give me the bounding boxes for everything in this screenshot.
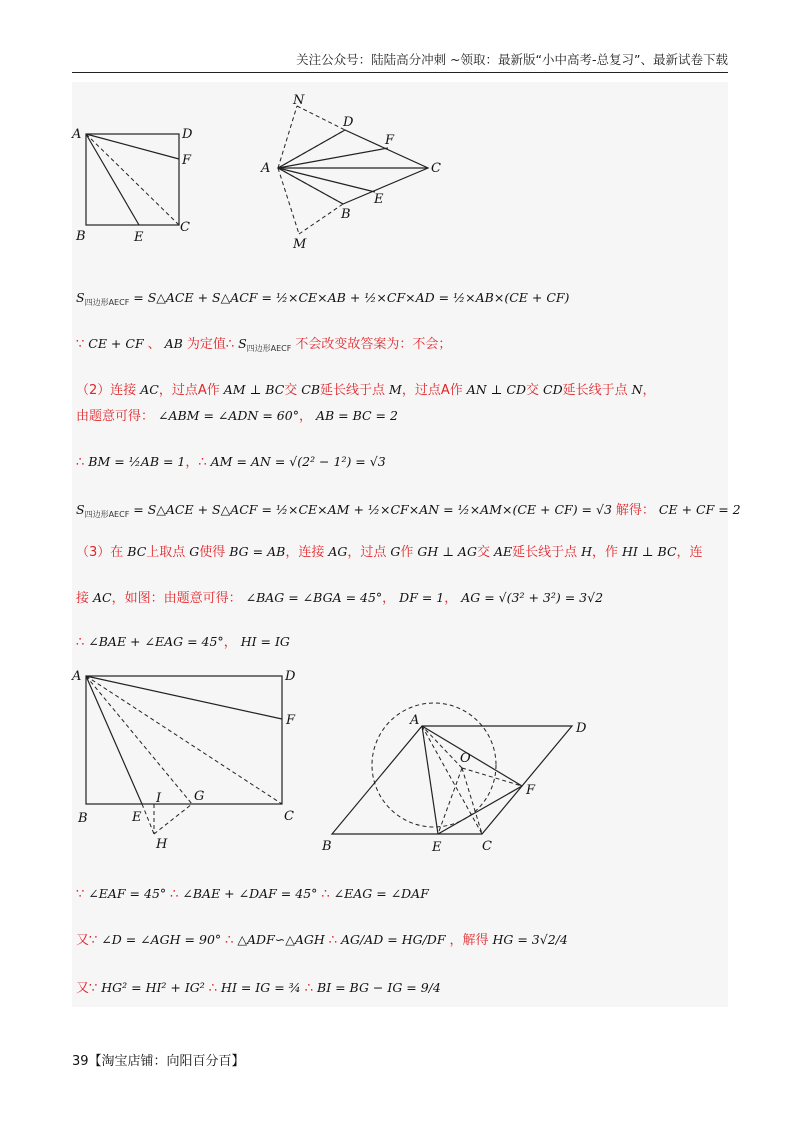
page-header: 关注公众号：陆陆高分冲刺 ~领取：最新版“小中高考-总复习”、最新试卷下载 [72,50,728,73]
label-M: M [293,237,307,252]
line-conclusion-1: ∵ CE + CF 、 AB 为定值∴ $S_{四边形AECF}$ 不会改变故答案为：不会； [76,336,452,353]
figure-square-1 [72,122,212,245]
line-similar-triangles: 又∵ ∠D = ∠AGH = 90° ∴ △ADF∽△AGH ∴ AG/AD = HG/DF ，解得 HG = 3√2/4 [76,932,568,948]
label-G: G [194,789,205,804]
label-C: C [180,220,190,235]
label-E: E [134,230,144,245]
label-F: F [286,713,296,728]
label-A: A [410,713,420,728]
line-given-2: 接 AC，如图：由题意可得： ∠BAG = ∠BGA = 45°， DF = 1， AG = √(3² + 3²) = 3√2 [76,590,604,606]
line-angle-sum: ∴ ∠BAE + ∠EAG = 45°， HI = IG [76,634,290,650]
label-H: H [156,837,168,852]
label-B: B [322,839,332,854]
line-part2-construction: （2）连接 AC，过点A作 AM ⊥ BC交 CB延长线于点 M，过点A作 AN ⊥ CD交 CD延长线于点 N， [76,382,656,398]
solution-content [72,82,741,1007]
label-C: C [431,161,441,176]
label-E: E [374,192,384,207]
line-given-1: 由题意可得： ∠ABM = ∠ADN = 60°， AB = BC = 2 [76,408,398,424]
label-B: B [78,811,88,826]
page-footer: 39【淘宝店铺：向阳百分百】 [72,1054,245,1069]
line-final-result: 又∵ HG² = HI² + IG² ∴ HI = IG = ¾ ∴ BI = BG − IG = 9/4 [76,980,441,996]
line-bm-am: ∴ BM = ½AB = 1，∴ AM = AN = √(2² − 1²) = √3 [76,454,386,470]
label-D: D [576,721,587,736]
label-A: A [72,669,82,684]
label-D: D [343,115,354,130]
figure-rhombus-1 [255,92,445,252]
label-F: F [385,133,395,148]
label-A: A [72,127,82,142]
label-C: C [482,839,492,854]
label-E: E [132,810,142,825]
line-area-formula-2: $S_{四边形AECF}$ = S△ACE + S△ACF = ½×CE×AM + ½×CF×AN = ½×AM×(CE + CF) = √3 解得： CE + CF = 2 [76,502,741,519]
line-area-formula-1: $S_{四边形AECF}$ = S△ACE + S△ACF = ½×CE×AB + ½×CF×AD = ½×AB×(CE + CF) [76,290,570,307]
line-eaf-45: ∵ ∠EAF = 45° ∴ ∠BAE + ∠DAF = 45° ∴ ∠EAG = ∠DAF [76,886,429,902]
label-C: C [284,809,294,824]
label-F: F [182,153,192,168]
label-O: O [460,751,471,766]
label-E: E [432,840,442,855]
label-F: F [526,783,536,798]
label-N: N [293,93,305,108]
line-part3-construction: （3）在 BC上取点 G使得 BG = AB，连接 AG，过点 G作 GH ⊥ AG交 AE延长线于点 H，作 HI ⊥ BC，连 [76,544,703,560]
label-I: I [156,791,162,806]
label-B: B [341,207,351,222]
label-A: A [261,161,271,176]
figure-rectangle-3 [72,662,312,862]
label-D: D [285,669,296,684]
label-B: B [76,229,86,244]
label-D: D [182,127,193,142]
figure-rhombus-circle [322,712,602,862]
